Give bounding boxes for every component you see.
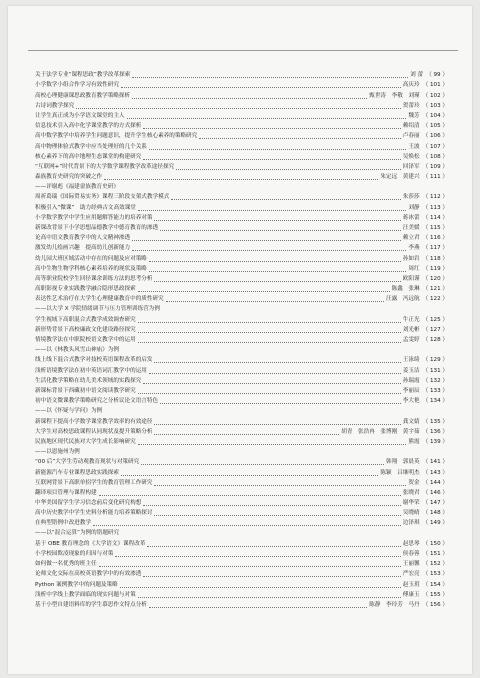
toc-entry[interactable]	[35, 386, 448, 396]
entry-author: 王泳绮	[402, 357, 420, 364]
entry-title: 高职影视专业实践教学融合隐形思政探索	[35, 286, 136, 293]
entry-title: 积极引入“微课” 助力经典古文高效课堂	[35, 204, 136, 211]
leader-dots	[149, 148, 406, 150]
entry-author: 姜玉洁	[402, 367, 420, 374]
toc-entry[interactable]	[35, 569, 448, 579]
leader-dots	[171, 198, 401, 200]
toc-entry[interactable]	[35, 508, 448, 518]
toc-entry[interactable]	[35, 549, 448, 559]
toc-entry[interactable]	[35, 335, 448, 345]
entry-title: 初中语文微课教学策略研究之分析议论文语言特色	[35, 398, 159, 405]
leader-dots	[121, 86, 401, 88]
entry-author: 朱定远 黄建兴	[380, 174, 420, 181]
entry-author: 甄世涛 李敬 刘瑾	[369, 92, 420, 99]
leader-dots	[132, 97, 367, 99]
toc-entry[interactable]	[35, 131, 448, 141]
toc-entry[interactable]	[35, 467, 448, 477]
entry-author: 陈静 李玲芳 马丹	[369, 601, 420, 608]
entry-title: 高中数学教学中培养学生问题意识，提升学生核心素养的策略研究	[35, 133, 198, 140]
entry-page-number: （ 143 ）	[422, 469, 448, 476]
entry-title: 浅析语境教学法在初中英语词汇教学中的运用	[35, 367, 147, 374]
entry-page-number: （ 114 ）	[422, 214, 448, 221]
entry-author: 李燕	[408, 245, 420, 252]
toc-subtitle: ——以恩施州为例	[35, 448, 80, 455]
toc-entry[interactable]	[35, 152, 448, 162]
leader-dots	[154, 484, 406, 486]
entry-author: 魏芳	[408, 112, 420, 119]
entry-author: 孙如岩	[402, 255, 420, 262]
toc-entry[interactable]	[35, 590, 448, 600]
entry-page-number: （ 122 ）	[422, 296, 448, 303]
entry-author: 赖绍清	[402, 123, 420, 130]
entry-author: 张晓君	[402, 489, 420, 496]
leader-dots	[154, 514, 400, 516]
entry-page-number: （ 136 ）	[422, 428, 448, 435]
entry-page-number: （ 149 ）	[422, 520, 448, 527]
toc-entry[interactable]	[35, 437, 448, 447]
entry-page-number: （ 139 ）	[422, 438, 448, 445]
entry-author: 谢华荣	[402, 500, 420, 507]
entry-author: 龚文婧	[402, 418, 420, 425]
entry-title: 高中生物生物学科核心素养培养的现状及策略	[35, 265, 147, 272]
entry-author: 牛正光	[402, 316, 420, 323]
toc-entry[interactable]	[35, 70, 448, 80]
toc-entry[interactable]	[35, 80, 448, 90]
entry-author: 汪露 冯远航	[386, 296, 420, 303]
leader-dots	[99, 565, 401, 567]
entry-page-number: （ 150 ）	[422, 540, 448, 547]
entry-page-number: （ 151 ）	[422, 551, 448, 557]
toc-entry[interactable]	[35, 223, 448, 233]
entry-page-number: （ 132 ）	[422, 377, 448, 384]
entry-title: “00 后”大学生劳动观教育现状与对策研究	[35, 459, 140, 466]
leader-dots	[138, 321, 401, 323]
entry-title: 核心素养下的高中地理生态课堂的构建研究	[35, 153, 142, 160]
entry-author: 严宏亮	[402, 571, 420, 578]
entry-page-number: （ 115 ）	[422, 225, 448, 231]
entry-title: 激发幼儿绘画兴趣 提高幼儿创新能力	[35, 245, 131, 252]
toc-entry[interactable]	[35, 253, 448, 263]
entry-author: 贺金	[408, 479, 420, 486]
leader-dots	[138, 392, 401, 394]
entry-page-number: （ 117 ）	[422, 245, 448, 252]
leader-dots	[132, 239, 401, 241]
entry-title: 新课程下提高小学数学课堂教学效率的有效途径	[35, 418, 153, 425]
entry-author: 刘 蕾	[410, 72, 424, 79]
entry-author: 蒋冰蕾	[402, 214, 420, 221]
entry-author: 陈颖 吕继明杰	[380, 469, 420, 476]
toc-entry[interactable]	[35, 488, 448, 498]
entry-page-number: （ 128 ）	[422, 337, 448, 344]
entry-page-number: （ 147 ）	[422, 500, 448, 507]
entry-title: 让学生真正成为小学语文课堂的主人	[35, 112, 125, 119]
entry-title: 新课改背景下小学思想品德教学中德育教育的渗透	[35, 225, 159, 231]
entry-page-number: （ 99 ）	[426, 72, 448, 79]
toc-subtitle: ——以大学 X 学院情绪调节与压力管理训练营为例	[35, 306, 160, 313]
toc-entry[interactable]	[35, 284, 448, 294]
leader-dots	[138, 331, 401, 333]
toc-entry[interactable]	[35, 294, 448, 304]
leader-dots	[127, 117, 407, 119]
leader-dots	[149, 372, 401, 374]
entry-title: 论高中语文教育教学中的人文精神渗透	[35, 235, 131, 242]
toc-entry[interactable]	[35, 457, 448, 467]
entry-page-number: （ 155 ）	[422, 591, 448, 598]
entry-author: 回泽军	[402, 163, 420, 170]
entry-author: 汪美媛	[402, 225, 420, 231]
toc-entry[interactable]	[35, 396, 448, 406]
leader-dots	[149, 270, 406, 272]
leader-dots	[149, 606, 367, 608]
entry-title: 高中物理体验式教学中应当处理好的几个关系	[35, 143, 147, 150]
entry-author: 李丽辰	[402, 388, 420, 394]
leader-dots	[132, 249, 406, 251]
leader-dots	[160, 229, 401, 231]
leader-dots	[104, 178, 378, 180]
entry-author: 欧阳谨	[402, 275, 420, 282]
entry-title: 高校心理健康课思政教育教学策略探析	[35, 92, 131, 99]
leader-dots	[154, 280, 400, 282]
entry-title: 中华美国留学生学习信念前后变化研究构想	[35, 500, 142, 507]
entry-title: 高等职业院校学生回径课余训练方法的思考分析	[35, 275, 153, 282]
leader-dots	[160, 402, 401, 404]
entry-author: 刘光彬	[402, 326, 420, 333]
entry-page-number: （ 133 ）	[422, 388, 448, 394]
entry-author: 赵玉玥	[402, 581, 420, 588]
toc-entry[interactable]	[35, 243, 448, 253]
entry-page-number: （ 111 ）	[422, 174, 448, 181]
entry-page-number: （ 121 ）	[422, 286, 448, 293]
toc-entry[interactable]	[35, 192, 448, 202]
toc-entry[interactable]	[35, 416, 448, 426]
toc-entry[interactable]	[35, 559, 448, 569]
leader-dots	[149, 260, 401, 262]
leader-dots	[132, 76, 408, 78]
leader-dots	[138, 443, 407, 445]
entry-title: 古诗词教学探究	[35, 102, 75, 109]
entry-author: 熊霞	[408, 438, 420, 445]
leader-dots	[154, 423, 400, 425]
toc-entry[interactable]	[35, 325, 448, 335]
leader-dots	[176, 168, 401, 170]
entry-title: Python 案例教学中的问题及策略	[35, 581, 118, 588]
entry-author: 韩翔 郭晨英	[386, 459, 420, 466]
entry-title: 基于 OBE 教育理念的《大学语文》课程改革	[35, 540, 146, 547]
entry-title: 在典型错例中改进教学	[35, 520, 91, 527]
entry-page-number: （ 107 ）	[422, 143, 448, 150]
toc-subtitle: ——以《怀疑与学问》为例	[35, 408, 103, 415]
toc-entry[interactable]	[35, 233, 448, 243]
toc-entry[interactable]	[35, 172, 448, 182]
toc-subtitle: ——以《林教头风雪山神庙》为例	[35, 347, 119, 354]
toc-entry[interactable]	[35, 579, 448, 589]
entry-title: 小学数学教学中学生应用题解答能力的培养对策	[35, 214, 153, 221]
entry-author: 卢春丽	[402, 133, 420, 140]
entry-page-number: （ 131 ）	[422, 367, 448, 374]
toc-entry[interactable]	[35, 213, 448, 223]
toc-entry[interactable]	[35, 539, 448, 549]
entry-author: 傅康玉	[402, 591, 420, 598]
entry-title: 论师文化交际在高校英语教学中的有效渗透	[35, 571, 142, 578]
entry-title: 小学数学小组合作学习有效性研究	[35, 82, 119, 89]
leader-dots	[143, 158, 400, 160]
leader-dots	[143, 504, 400, 506]
entry-page-number: （ 109 ）	[422, 163, 448, 170]
toc-entry[interactable]	[35, 498, 448, 508]
leader-dots	[138, 596, 401, 598]
leader-dots	[154, 433, 339, 435]
entry-title: 森族教育史研究的突破之作	[35, 174, 103, 181]
entry-page-number: （ 105 ）	[422, 123, 448, 130]
entry-author: 周红	[408, 265, 420, 272]
entry-page-number: （ 120 ）	[422, 275, 448, 282]
entry-title: 如何做一名优秀的班主任	[35, 561, 97, 568]
entry-page-number: （ 148 ）	[422, 510, 448, 517]
entry-title: 学生视域下高职混合式教学成效调查研究	[35, 316, 136, 323]
toc-subtitle: ——以“混合运算”为例的错题研究	[35, 530, 120, 537]
leader-dots	[154, 361, 400, 363]
entry-page-number: （ 127 ）	[422, 326, 448, 333]
entry-title: 新课标背景下西藏初中语文阅读教学研究	[35, 388, 136, 394]
toc-entry[interactable]	[35, 478, 448, 488]
entry-title: 新能源汽车专业课程思政实践探索	[35, 469, 119, 476]
entry-title: 民族地区现代民族对大学生成长影响研究	[35, 438, 136, 445]
entry-title: 线上线下混合式教学对技校英语课程改革的启发	[35, 357, 153, 364]
leader-dots	[154, 219, 400, 221]
entry-page-number: （ 112 ）	[422, 194, 448, 201]
entry-page-number: （ 113 ）	[422, 204, 448, 211]
toc-entry[interactable]	[35, 111, 448, 121]
leader-dots	[138, 209, 406, 211]
leader-dots	[99, 494, 401, 496]
entry-page-number: （ 144 ）	[422, 479, 448, 486]
toc-entry[interactable]	[35, 427, 448, 437]
leader-dots	[166, 300, 384, 302]
entry-title: “互联网+”时代背景下的大学数学课程教学改革途径探究	[35, 163, 175, 170]
entry-title: 浅析中学线上教学面临的现实问题与对策	[35, 591, 136, 598]
entry-page-number: （ 106 ）	[422, 133, 448, 140]
entry-author: 边泽琪	[402, 520, 420, 527]
toc-entry[interactable]	[35, 202, 448, 212]
entry-page-number: （ 108 ）	[422, 153, 448, 160]
entry-page-number: （ 101 ）	[422, 82, 448, 89]
entry-title: 情境教学法在中职院校语文教学中的运用	[35, 337, 136, 344]
entry-author: 孟雯婷	[402, 337, 420, 344]
toc-subtitle: ——评谢彪《福建畲族教育史研》	[35, 184, 119, 191]
toc-entry[interactable]	[35, 518, 448, 528]
entry-page-number: （ 125 ）	[422, 316, 448, 323]
leader-dots	[141, 463, 384, 465]
leader-dots	[143, 382, 400, 384]
entry-title: 幼儿园大班区域活动中存在的问题及应对策略	[35, 255, 147, 262]
entry-author: 赵思琴	[402, 540, 420, 547]
entry-page-number: （ 152 ）	[422, 561, 448, 568]
toc-entry[interactable]	[35, 365, 448, 375]
entry-page-number: （ 118 ）	[422, 255, 448, 262]
toc-entry[interactable]	[35, 90, 448, 100]
entry-title: 信息技术引入高中化学课堂教学的方式探析	[35, 123, 142, 130]
entry-page-number: （ 156 ）	[422, 601, 448, 608]
entry-title: 翻译项目管理与课程构建	[35, 489, 97, 496]
leader-dots	[143, 575, 400, 577]
entry-page-number: （ 153 ）	[422, 571, 448, 578]
entry-page-number: （ 135 ）	[422, 418, 448, 425]
entry-title: 新形势背景下高校廉政文化建设路径探究	[35, 326, 136, 333]
entry-title: 周祈葛瑞《国际贸易实务》课程三阶段支架式教学模式	[35, 194, 170, 201]
document-page	[8, 6, 472, 674]
entry-title: 表达性艺术治疗在大学生心理健康教育中的质性研究	[35, 296, 164, 303]
entry-page-number: （ 102 ）	[422, 92, 448, 99]
entry-title: 小学校园欺凌现象的归因与对策	[35, 551, 114, 557]
entry-author: 吴晓晴	[402, 510, 420, 517]
toc-entry[interactable]	[35, 600, 448, 610]
entry-author: 孙瑞霞	[402, 377, 420, 384]
entry-author: 朱莎莎	[402, 194, 420, 201]
leader-dots	[138, 290, 390, 292]
leader-dots	[138, 341, 401, 343]
toc-entry[interactable]	[35, 264, 448, 274]
entry-author: 李大艳	[402, 398, 420, 405]
entry-title: 基于小型自建语料库的学生慕思作文特点分析	[35, 601, 147, 608]
entry-author: 侯春蓉	[402, 551, 420, 557]
entry-title: 大学生对高校思政课程认同现状及提升策略分析	[35, 428, 153, 435]
table-of-contents	[35, 70, 448, 610]
toc-entry[interactable]	[35, 274, 448, 284]
entry-author: 刘静	[408, 204, 420, 211]
leader-dots	[121, 474, 378, 476]
leader-dots	[115, 555, 400, 557]
entry-title: 关于法学专业“课程思政”教学改革探索	[35, 72, 131, 79]
entry-page-number: （ 154 ）	[422, 581, 448, 588]
header-rule	[28, 50, 458, 51]
leader-dots	[147, 545, 400, 547]
entry-title: 高中历史教学中学生史料分析能力培养策略探讨	[35, 510, 153, 517]
entry-page-number: （ 146 ）	[422, 489, 448, 496]
entry-page-number: （ 141 ）	[422, 459, 448, 466]
entry-page-number: （ 119 ）	[422, 265, 448, 272]
entry-page-number: （ 103 ）	[422, 102, 448, 109]
entry-author: 王丽馨	[402, 561, 420, 568]
toc-entry[interactable]	[35, 315, 448, 325]
leader-dots	[199, 137, 401, 139]
entry-author: 陈鑫 张琳	[391, 286, 420, 293]
toc-entry[interactable]	[35, 121, 448, 131]
entry-author: 吴焕松	[402, 153, 420, 160]
entry-page-number: （ 116 ）	[422, 235, 448, 242]
leader-dots	[76, 107, 401, 109]
toc-entry[interactable]	[35, 141, 448, 151]
entry-page-number: （ 134 ）	[422, 398, 448, 405]
entry-author: 胡青 张浩冉 张博刚 黄宇茹	[341, 428, 420, 435]
entry-author: 王波	[408, 143, 420, 150]
entry-author: 赖立君	[402, 235, 420, 242]
entry-author: 贺蕾玲	[402, 102, 420, 109]
leader-dots	[120, 586, 401, 588]
leader-dots	[93, 524, 401, 526]
toc-entry[interactable]	[35, 162, 448, 172]
entry-page-number: （ 104 ）	[422, 112, 448, 119]
toc-entry[interactable]	[35, 355, 448, 365]
entry-author: 高庆玲	[402, 82, 420, 89]
entry-page-number: （ 129 ）	[422, 357, 448, 364]
entry-title: 互联网背景下高职单招学生的教育管理工作研究	[35, 479, 153, 486]
toc-entry[interactable]	[35, 101, 448, 111]
entry-title: 生活化教学策略在幼儿美术领域的实践探究	[35, 377, 142, 384]
leader-dots	[143, 127, 400, 129]
toc-entry[interactable]	[35, 376, 448, 386]
